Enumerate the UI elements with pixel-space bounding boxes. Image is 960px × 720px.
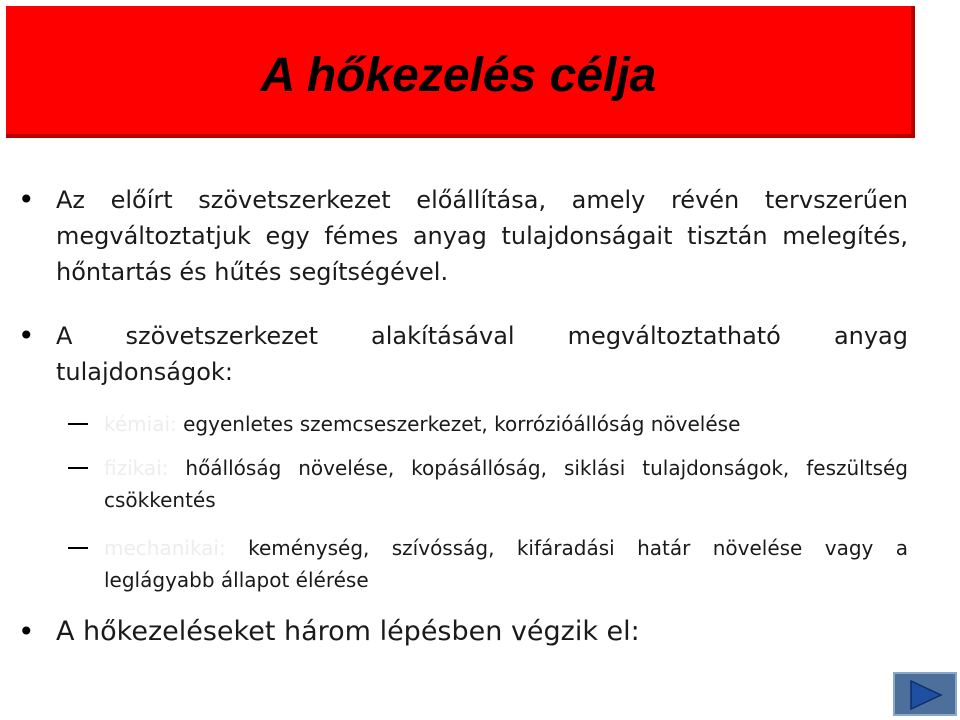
dash-icon bbox=[68, 547, 88, 549]
bullet-text: A hőkezeléseket három lépésben végzik el: bbox=[56, 616, 640, 647]
bullet-item bbox=[18, 182, 908, 290]
bullet-dot-icon: • bbox=[18, 615, 35, 648]
sub-bullet-text: hőállóság növelése, kopásállóság, siklási tulajdonságok, feszültség csökkentés bbox=[104, 456, 908, 512]
bullet-dot-icon: • bbox=[18, 319, 35, 352]
bullet-text: A szövetszerkezet alakításával megváltoztatható anyag tulajdonságok: bbox=[56, 322, 908, 386]
play-arrow-icon bbox=[909, 680, 943, 710]
sub-bullet-item bbox=[104, 408, 908, 440]
bullet-text: Az előírt szövetszerkezet előállítása, amely révén tervszerűen megváltoztatjuk egy fémes anyag tulajdonságait tisztán melegítés, hőntartás és hűtés segítségével. bbox=[56, 186, 908, 286]
bullet-item bbox=[18, 318, 908, 390]
sub-bullet-item bbox=[104, 532, 908, 596]
next-slide-button[interactable] bbox=[893, 672, 957, 716]
title-banner bbox=[6, 6, 915, 138]
sub-bullet-category: kémiai: bbox=[104, 412, 177, 436]
dash-icon bbox=[68, 467, 88, 469]
sub-bullet-category: mechanikai: bbox=[104, 536, 226, 560]
dash-icon bbox=[68, 423, 88, 425]
bullet-item bbox=[18, 612, 908, 652]
sub-bullet-text: keménység, szívósság, kifáradási határ növelése vagy a leglágyabb állapot élérése bbox=[104, 536, 909, 592]
sub-bullet-item bbox=[104, 452, 908, 516]
sub-bullet-category: fizikai: bbox=[104, 456, 169, 480]
slide-title: A hőkezelés célja bbox=[260, 49, 657, 102]
bullet-dot-icon: • bbox=[18, 183, 35, 216]
sub-bullet-text: egyenletes szemcseszerkezet, korrózióállóság növelése bbox=[183, 412, 741, 436]
